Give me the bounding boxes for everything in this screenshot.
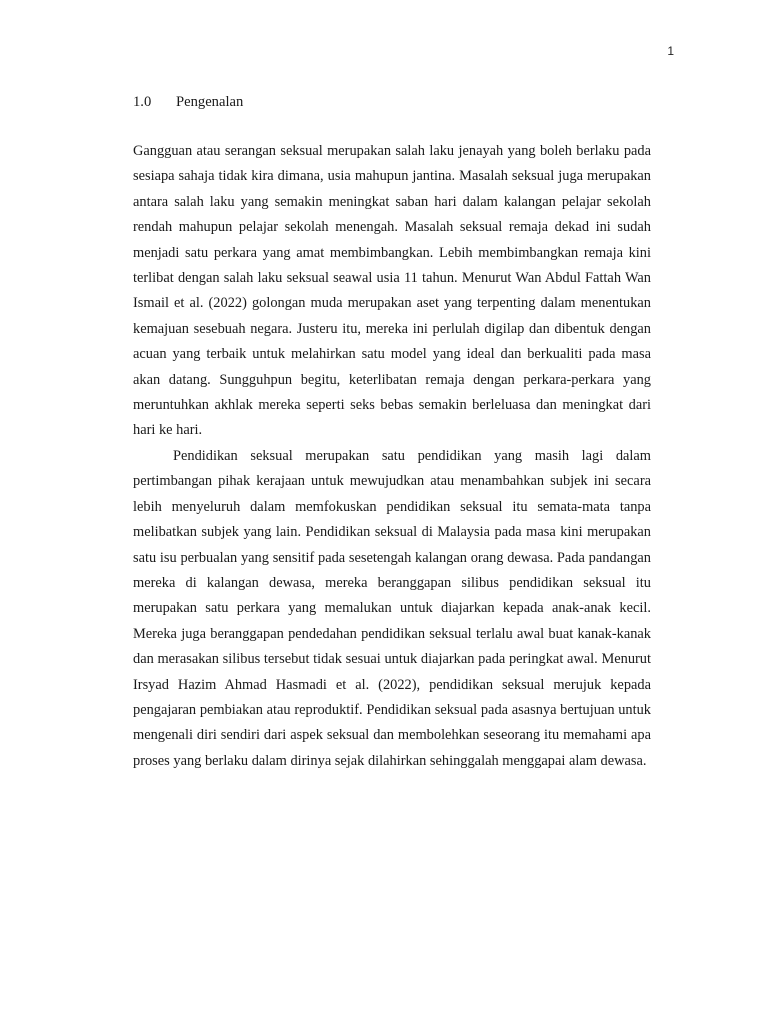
- paragraph-intro: Gangguan atau serangan seksual merupakan salah laku jenayah yang boleh berlaku pada sesiapa sahaja tidak kira dimana, usia mahupun jantina. Masalah seksual juga merupakan antara salah laku yang semakin meningkat saban hari dalam kalangan pelajar sekolah rendah mahupun pelajar sekolah menengah. Masalah seksual remaja dekad ini sudah menjadi satu perkara yang amat membimbangkan. Lebih membimbangkan remaja kini terlibat dengan salah laku seksual seawal usia 11 tahun. Menurut Wan Abdul Fattah Wan Ismail et al. (2022) golongan muda merupakan aset yang terpenting dalam menentukan kemajuan sesebuah negara. Justeru itu, mereka ini perlulah digilap dan dibentuk dengan acuan yang terbaik untuk melahirkan satu model yang ideal dan berkualiti pada masa akan datang. Sungguhpun begitu, keterlibatan remaja dengan perkara-perkara yang meruntuhkan akhlak mereka seperti seks bebas semakin berleluasa dan meningkat dari hari ke hari.: [133, 143, 651, 439]
- section-number: 1.0: [133, 94, 152, 110]
- section-heading: [133, 92, 243, 112]
- paragraph-sex-education: Pendidikan seksual merupakan satu pendidikan yang masih lagi dalam pertimbangan pihak kerajaan untuk mewujudkan atau menambahkan subjek ini secara lebih menyeluruh dalam memfokuskan pendidikan seksual itu semata-mata tanpa melibatkan subjek yang lain. Pendidikan seksual di Malaysia pada masa kini merupakan satu isu perbualan yang sensitif pada sesetengah kalangan orang dewasa. Pada pandangan mereka di kalangan dewasa, mereka beranggapan silibus pendidikan seksual itu merupakan satu perkara yang memalukan untuk diajarkan kepada anak-anak kecil. Mereka juga beranggapan pendedahan pendidikan seksual terlalu awal buat kanak-kanak dan merasakan silibus tersebut tidak sesuai untuk diajarkan pada peringkat awal. Menurut Irsyad Hazim Ahmad Hasmadi et al. (2022), pendidikan seksual merujuk kepada pengajaran pembiakan atau reproduktif. Pendidikan seksual pada asasnya bertujuan untuk mengenali diri sendiri dari aspek seksual dan membolehkan seseorang itu memahami apa proses yang berlaku dalam dirinya sejak dilahirkan sehinggalah menggapai alam dewasa.: [133, 447, 651, 769]
- page-number: 1: [667, 44, 674, 58]
- body-text: [133, 139, 651, 774]
- section-title: Pengenalan: [176, 94, 244, 110]
